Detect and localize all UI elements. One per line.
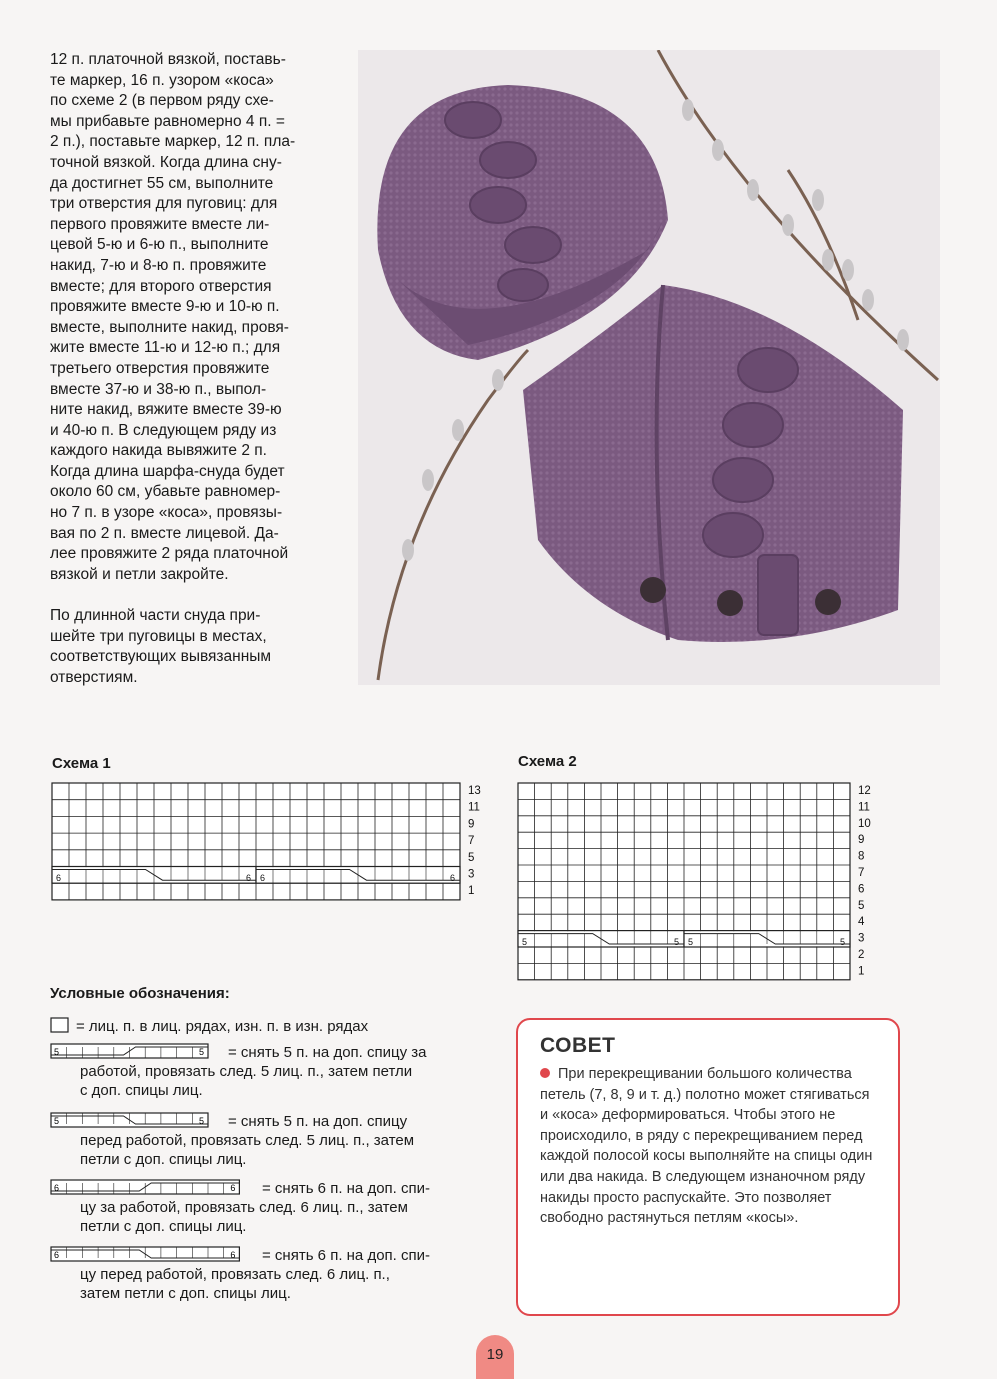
text-line: каждого накида вывяжите 2 п. bbox=[50, 442, 267, 460]
page-number: 19 bbox=[476, 1335, 514, 1379]
legend-item-cross5-front bbox=[50, 1112, 490, 1169]
knitted-snood bbox=[523, 285, 903, 642]
cable-count-label: 6 bbox=[56, 873, 62, 884]
row-number-label: 9 bbox=[858, 834, 865, 847]
text-line: По длинной части снуда при- bbox=[50, 607, 261, 625]
text-line: те маркер, 16 п. узором «коса» bbox=[50, 71, 274, 89]
row-number-label: 5 bbox=[468, 851, 475, 864]
row-number-label: 10 bbox=[858, 817, 871, 830]
cable-5-back-symbol bbox=[50, 1043, 222, 1059]
row-number-label: 13 bbox=[468, 785, 481, 797]
symbol-count: 5 bbox=[54, 1116, 60, 1126]
legend-text: = снять 5 п. на доп. спицу bbox=[228, 1113, 408, 1130]
text-line: три отверстия для пуговиц: для bbox=[50, 195, 278, 213]
text-line: Когда длина шарфа-снуда будет bbox=[50, 462, 285, 480]
text-line: вязкой и петли закройте. bbox=[50, 565, 229, 583]
text-line: и 40-ю п. В следующем ряду из bbox=[50, 421, 277, 439]
row-number-label: 11 bbox=[468, 801, 480, 814]
legend-text: перед работой, провязать след. 5 лиц. п., затем bbox=[80, 1132, 415, 1149]
text-line: 2 п.), поставьте маркер, 12 п. пла- bbox=[50, 133, 296, 151]
legend-text: петли с доп. спицы лиц. bbox=[80, 1151, 247, 1168]
row-number-label: 4 bbox=[858, 916, 865, 929]
cable-count-label: 5 bbox=[688, 937, 694, 947]
scheme2-grid bbox=[518, 783, 898, 983]
cable-6-front-symbol bbox=[50, 1246, 256, 1262]
text-line: провяжите вместе 9-ю и 10-ю п. bbox=[50, 298, 280, 316]
legend-text: цу за работой, провязать след. 6 лиц. п., затем bbox=[80, 1199, 408, 1216]
text-line: соответствующих вывязанным bbox=[50, 648, 272, 666]
text-line: лее провяжите 2 ряда платочной bbox=[50, 545, 289, 563]
text-line: накид, 7-ю и 8-ю п. провяжите bbox=[50, 256, 267, 274]
row-number-label: 1 bbox=[468, 885, 475, 898]
text-line: цевой 5-ю и 6-ю п., выполните bbox=[50, 236, 269, 254]
row-number-label: 12 bbox=[858, 785, 871, 797]
legend-text: = снять 6 п. на доп. спи- bbox=[262, 1180, 430, 1197]
text-line: вместе; для второго отверстия bbox=[50, 277, 272, 295]
cable-count-label: 5 bbox=[840, 937, 846, 947]
row-number-label: 8 bbox=[858, 850, 865, 863]
symbol-count: 6 bbox=[54, 1250, 60, 1260]
scheme1-grid bbox=[52, 783, 492, 903]
row-number-label: 6 bbox=[858, 883, 865, 896]
legend-text: работой, провязать след. 5 лиц. п., затем петли bbox=[80, 1063, 413, 1080]
cable-count-label: 6 bbox=[246, 873, 252, 884]
grid-lines bbox=[518, 783, 850, 980]
text-line: мы прибавьте равномерно 4 п. = bbox=[50, 112, 285, 130]
legend-text: затем петли с доп. спицы лиц. bbox=[80, 1285, 291, 1302]
legend-text: = снять 6 п. на доп. спи- bbox=[262, 1247, 430, 1264]
scheme1-chart bbox=[52, 783, 492, 903]
text-line: вместе, выполните накид, провя- bbox=[50, 318, 289, 336]
legend-item-cross6-front bbox=[50, 1246, 490, 1303]
row-number-label: 7 bbox=[468, 835, 475, 848]
text-line: ните накид, вяжите вместе 39-ю bbox=[50, 401, 282, 419]
text-line: около 60 см, убавьте равномер- bbox=[50, 483, 281, 501]
text-line: третьего отверстия провяжите bbox=[50, 359, 270, 377]
legend-text: = лиц. п. в лиц. рядах, изн. п. в изн. рядах bbox=[76, 1018, 369, 1035]
cable-5-front-symbol bbox=[50, 1112, 222, 1128]
tip-box bbox=[516, 1018, 900, 1316]
tip-text: При перекрещивании большого количества петель (7, 8, 9 и т. д.) полотно может стягиваться и «коса» деформироваться. Чтобы этого не происходило, в ряду с перекрещиванием перед каждой полосой косы выполняйте на спицы один или два накида. В следующем изнаночном ряду накиды просто распускайте. Это позволяет свободно растянуться петлям «косы». bbox=[540, 1066, 873, 1227]
row-number-label: 5 bbox=[858, 899, 865, 912]
cable-count-label: 6 bbox=[450, 873, 456, 884]
row-number-label: 2 bbox=[858, 949, 865, 961]
product-photo bbox=[358, 50, 940, 685]
text-line: по схеме 2 (в первом ряду схе- bbox=[50, 92, 274, 110]
scheme1-title: Схема 1 bbox=[52, 755, 111, 772]
legend-text: = снять 5 п. на доп. спицу за bbox=[228, 1044, 427, 1061]
scheme2-chart bbox=[518, 783, 898, 983]
text-line: жите вместе 11-ю и 12-ю п.; для bbox=[50, 339, 281, 357]
row-number-label: 11 bbox=[858, 801, 870, 814]
cable-count-label: 5 bbox=[674, 937, 680, 947]
text-line: вая по 2 п. вместе лицевой. Да- bbox=[50, 524, 279, 542]
legend-text: цу перед работой, провязать след. 6 лиц. п., bbox=[80, 1266, 390, 1283]
paragraph-spacer bbox=[50, 585, 350, 606]
hat-and-snood-illustration bbox=[358, 50, 940, 685]
legend-item-knit bbox=[50, 1017, 490, 1036]
legend-title: Условные обозначения: bbox=[50, 985, 230, 1002]
text-line: первого провяжите вместе ли- bbox=[50, 215, 270, 233]
legend-item-cross5-back bbox=[50, 1043, 490, 1100]
row-number-label: 3 bbox=[468, 868, 475, 881]
text-line: но 7 п. в узоре «коса», провязы- bbox=[50, 504, 283, 522]
knit-stitch-symbol bbox=[50, 1017, 70, 1033]
symbol-count: 6 bbox=[54, 1183, 60, 1193]
symbol-count: 5 bbox=[199, 1116, 205, 1126]
bullet-dot-icon bbox=[540, 1068, 550, 1078]
text-line: точной вязкой. Когда длина сну- bbox=[50, 153, 282, 171]
legend-text: с доп. спицы лиц. bbox=[80, 1082, 203, 1099]
cable-count-label: 6 bbox=[260, 873, 266, 884]
row-number-label: 7 bbox=[858, 867, 865, 879]
text-line: 12 п. платочной вязкой, поставь- bbox=[50, 51, 286, 68]
symbol-count: 6 bbox=[230, 1183, 236, 1193]
symbol-count: 6 bbox=[230, 1250, 236, 1260]
cable-count-label: 5 bbox=[522, 937, 528, 947]
row-number-label: 9 bbox=[468, 818, 475, 831]
text-line: шейте три пуговицы в местах, bbox=[50, 627, 267, 645]
symbol-count: 5 bbox=[199, 1047, 205, 1057]
pattern-instructions bbox=[50, 50, 350, 688]
row-number-label: 3 bbox=[858, 932, 865, 945]
text-line: вместе 37-ю и 38-ю п., выпол- bbox=[50, 380, 267, 398]
scheme2-title: Схема 2 bbox=[518, 753, 577, 770]
text-line: отверстиям. bbox=[50, 668, 138, 686]
tip-title: СОВЕТ bbox=[540, 1034, 616, 1057]
legend-item-cross6-back bbox=[50, 1179, 490, 1236]
legend-text: петли с доп. спицы лиц. bbox=[80, 1218, 247, 1235]
tip-body bbox=[540, 1064, 878, 1229]
cable-6-back-symbol bbox=[50, 1179, 256, 1195]
text-line: да достигнет 55 см, выполните bbox=[50, 174, 274, 192]
row-number-label: 1 bbox=[858, 965, 865, 978]
symbol-count: 5 bbox=[54, 1047, 60, 1057]
